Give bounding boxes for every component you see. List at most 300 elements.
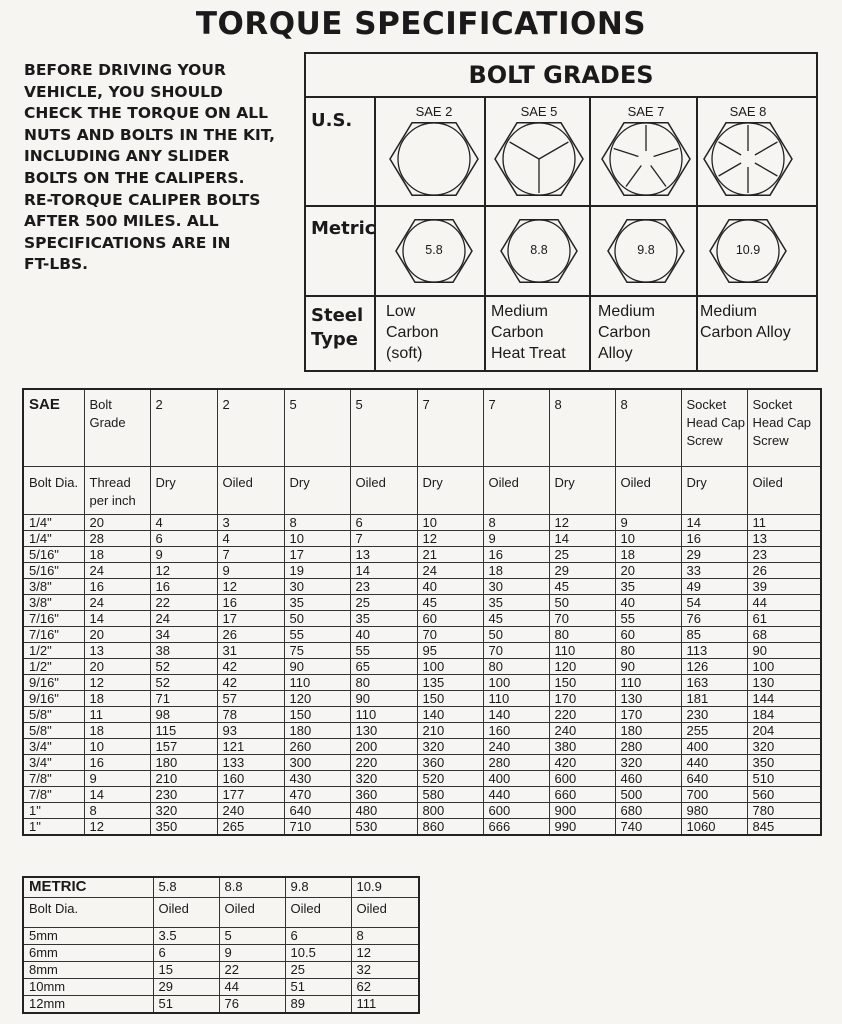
table-cell: 51 (153, 996, 219, 1014)
table-cell: 133 (217, 755, 284, 771)
table-row (23, 945, 419, 962)
header-cell: 5 (284, 389, 350, 467)
table-cell: 1" (23, 819, 84, 836)
steel-type-line: Medium (700, 303, 757, 320)
table-cell: 3/4" (23, 739, 84, 755)
table-row (23, 563, 821, 579)
header-cell: 10.9 (351, 877, 419, 898)
table-cell: 12 (150, 563, 217, 579)
steel-type-line: Carbon (491, 324, 544, 341)
table-cell: 320 (615, 755, 681, 771)
table-cell: 60 (615, 627, 681, 643)
table-cell: 57 (217, 691, 284, 707)
table-cell: 130 (350, 723, 417, 739)
table-cell: 20 (84, 627, 150, 643)
table-cell: 1/2" (23, 643, 84, 659)
table-cell: 25 (285, 962, 351, 979)
table-cell: 89 (285, 996, 351, 1014)
sae-grade-head (384, 104, 484, 212)
table-cell: 170 (549, 691, 615, 707)
table-cell: 5mm (23, 928, 153, 945)
table-cell: 8 (284, 515, 350, 531)
table-cell: 860 (417, 819, 483, 836)
table-cell: 430 (284, 771, 350, 787)
header-cell: Dry (681, 467, 747, 515)
table-cell: 60 (417, 611, 483, 627)
table-cell: 320 (417, 739, 483, 755)
table-cell: 180 (615, 723, 681, 739)
header-cell: 2 (150, 389, 217, 467)
table-cell: 115 (150, 723, 217, 739)
header-cell: Oiled (219, 898, 285, 928)
table-cell: 6 (285, 928, 351, 945)
table-cell: 780 (747, 803, 821, 819)
steel-type (700, 301, 791, 343)
table-cell: 180 (284, 723, 350, 739)
table-cell: 16 (217, 595, 284, 611)
table-cell: 29 (153, 979, 219, 996)
table-cell: 300 (284, 755, 350, 771)
intro-line: RE-TORQUE CALIPER BOLTS (24, 190, 261, 209)
table-cell: 8 (351, 928, 419, 945)
header-cell: Dry (284, 467, 350, 515)
table-cell: 11 (747, 515, 821, 531)
table-cell: 440 (483, 787, 549, 803)
table-cell: 470 (284, 787, 350, 803)
table-cell: 16 (483, 547, 549, 563)
table-cell: 35 (615, 579, 681, 595)
table-cell: 4 (150, 515, 217, 531)
table-cell: 25 (549, 547, 615, 563)
table-cell: 52 (150, 675, 217, 691)
table-cell: 120 (549, 659, 615, 675)
table-cell: 16 (84, 579, 150, 595)
bolt-grades-panel (304, 52, 818, 372)
table-cell: 360 (417, 755, 483, 771)
table-cell: 7/16" (23, 611, 84, 627)
table-row (23, 739, 821, 755)
table-cell: 980 (681, 803, 747, 819)
table-cell: 280 (483, 755, 549, 771)
table-cell: 177 (217, 787, 284, 803)
table-cell: 45 (483, 611, 549, 627)
table-row (23, 691, 821, 707)
header-cell: Thread per inch (84, 467, 150, 515)
table-cell: 3.5 (153, 928, 219, 945)
table-cell: 42 (217, 675, 284, 691)
table-cell: 1/4" (23, 515, 84, 531)
steel-type-line: Heat Treat (491, 345, 566, 362)
table-cell: 135 (417, 675, 483, 691)
table-cell: 400 (483, 771, 549, 787)
table-cell: 24 (84, 595, 150, 611)
table-cell: 13 (350, 547, 417, 563)
table-cell: 180 (150, 755, 217, 771)
table-cell: 160 (217, 771, 284, 787)
table-cell: 990 (549, 819, 615, 836)
table-cell: 9 (219, 945, 285, 962)
table-cell: 210 (417, 723, 483, 739)
hex-bolt-icon (596, 104, 696, 204)
table-cell: 17 (284, 547, 350, 563)
table-cell: 90 (350, 691, 417, 707)
table-cell: 40 (417, 579, 483, 595)
steel-type-line: Carbon Alloy (700, 324, 791, 341)
table-row (23, 675, 821, 691)
table-cell: 9/16" (23, 691, 84, 707)
table-cell: 68 (747, 627, 821, 643)
table-cell: 740 (615, 819, 681, 836)
header-cell: Oiled (483, 467, 549, 515)
table-cell: 38 (150, 643, 217, 659)
table-cell: 14 (84, 787, 150, 803)
table-cell: 70 (483, 643, 549, 659)
table-cell: 12 (217, 579, 284, 595)
table-cell: 44 (219, 979, 285, 996)
table-cell: 170 (615, 707, 681, 723)
table-cell: 5/16" (23, 563, 84, 579)
sae-header-grade-row (23, 389, 821, 467)
header-cell: Oiled (217, 467, 284, 515)
table-cell: 20 (84, 659, 150, 675)
table-cell: 3/8" (23, 595, 84, 611)
table-cell: 260 (284, 739, 350, 755)
table-cell: 17 (217, 611, 284, 627)
table-cell: 1060 (681, 819, 747, 836)
table-cell: 10 (417, 515, 483, 531)
intro-line: CHECK THE TORQUE ON ALL (24, 104, 268, 123)
header-cell: 5.8 (153, 877, 219, 898)
header-cell: 9.8 (285, 877, 351, 898)
table-cell: 265 (217, 819, 284, 836)
table-cell: 360 (350, 787, 417, 803)
table-cell: 580 (417, 787, 483, 803)
table-cell: 700 (681, 787, 747, 803)
header-cell: 8 (549, 389, 615, 467)
table-cell: 18 (84, 691, 150, 707)
table-row (23, 928, 419, 945)
table-cell: 75 (284, 643, 350, 659)
table-cell: 5 (219, 928, 285, 945)
table-row (23, 787, 821, 803)
table-cell: 100 (483, 675, 549, 691)
intro-line: INCLUDING ANY SLIDER (24, 147, 230, 166)
table-cell: 111 (351, 996, 419, 1014)
table-cell: 3/4" (23, 755, 84, 771)
table-cell: 130 (615, 691, 681, 707)
table-row (23, 771, 821, 787)
table-cell: 13 (747, 531, 821, 547)
table-cell: 22 (150, 595, 217, 611)
table-cell: 110 (615, 675, 681, 691)
table-cell: 18 (84, 723, 150, 739)
table-cell: 26 (217, 627, 284, 643)
table-cell: 12mm (23, 996, 153, 1014)
table-row (23, 627, 821, 643)
table-cell: 35 (350, 611, 417, 627)
table-cell: 9 (150, 547, 217, 563)
header-cell: Bolt Dia. (23, 467, 84, 515)
header-cell: 7 (417, 389, 483, 467)
table-cell: 34 (150, 627, 217, 643)
table-cell: 280 (615, 739, 681, 755)
header-cell: Oiled (747, 467, 821, 515)
table-cell: 230 (681, 707, 747, 723)
metric-label: Metric (311, 218, 376, 239)
table-cell: 510 (747, 771, 821, 787)
table-cell: 98 (150, 707, 217, 723)
table-cell: 600 (483, 803, 549, 819)
table-cell: 54 (681, 595, 747, 611)
table-cell: 35 (483, 595, 549, 611)
table-cell: 240 (549, 723, 615, 739)
table-cell: 90 (615, 659, 681, 675)
table-cell: 12 (84, 819, 150, 836)
table-cell: 26 (747, 563, 821, 579)
table-row (23, 755, 821, 771)
table-cell: 220 (549, 707, 615, 723)
table-cell: 7/8" (23, 787, 84, 803)
table-cell: 660 (549, 787, 615, 803)
table-cell: 600 (549, 771, 615, 787)
table-row (23, 962, 419, 979)
table-cell: 350 (747, 755, 821, 771)
table-cell: 9 (615, 515, 681, 531)
table-cell: 440 (681, 755, 747, 771)
us-label: U.S. (311, 110, 353, 131)
table-cell: 24 (84, 563, 150, 579)
table-cell: 78 (217, 707, 284, 723)
sae-grade-head (489, 104, 589, 212)
table-cell: 121 (217, 739, 284, 755)
intro-line: FT-LBS. (24, 255, 89, 274)
table-cell: 320 (350, 771, 417, 787)
table-cell: 163 (681, 675, 747, 691)
table-cell: 24 (150, 611, 217, 627)
table-cell: 14 (84, 611, 150, 627)
table-cell: 11 (84, 707, 150, 723)
table-cell: 126 (681, 659, 747, 675)
table-cell: 76 (681, 611, 747, 627)
table-cell: 10.5 (285, 945, 351, 962)
table-cell: 5/8" (23, 723, 84, 739)
table-row (23, 819, 821, 836)
table-cell: 530 (350, 819, 417, 836)
table-cell: 35 (284, 595, 350, 611)
table-cell: 55 (350, 643, 417, 659)
steel-type-line: Low (386, 303, 416, 320)
steel-type (598, 301, 655, 364)
table-cell: 21 (417, 547, 483, 563)
table-row (23, 723, 821, 739)
table-cell: 90 (747, 643, 821, 659)
table-cell: 62 (351, 979, 419, 996)
table-cell: 380 (549, 739, 615, 755)
steel-type-line: Alloy (598, 345, 633, 362)
table-cell: 80 (483, 659, 549, 675)
table-cell: 10 (284, 531, 350, 547)
header-cell: Dry (417, 467, 483, 515)
header-cell: Socket Head Cap Screw (747, 389, 821, 467)
table-cell: 70 (549, 611, 615, 627)
table-cell: 50 (483, 627, 549, 643)
table-cell: 520 (417, 771, 483, 787)
table-cell: 7 (350, 531, 417, 547)
table-cell: 29 (549, 563, 615, 579)
intro-line: AFTER 500 MILES. ALL (24, 212, 219, 231)
table-cell: 23 (350, 579, 417, 595)
steel-type-line: Carbon (386, 324, 439, 341)
table-cell: 6 (350, 515, 417, 531)
table-cell: 130 (747, 675, 821, 691)
table-row (23, 531, 821, 547)
table-cell: 29 (681, 547, 747, 563)
page-title: TORQUE SPECIFICATIONS (195, 6, 647, 42)
table-cell: 200 (350, 739, 417, 755)
table-row (23, 643, 821, 659)
table-row (23, 595, 821, 611)
table-cell: 23 (747, 547, 821, 563)
header-cell: Oiled (615, 467, 681, 515)
table-cell: 52 (150, 659, 217, 675)
table-cell: 18 (84, 547, 150, 563)
table-cell: 20 (615, 563, 681, 579)
table-cell: 12 (351, 945, 419, 962)
table-cell: 14 (350, 563, 417, 579)
table-cell: 640 (681, 771, 747, 787)
table-cell: 110 (284, 675, 350, 691)
table-cell: 45 (417, 595, 483, 611)
intro-line: BEFORE DRIVING YOUR (24, 61, 226, 79)
sae-grade-label: SAE 7 (627, 104, 665, 119)
table-cell: 18 (615, 547, 681, 563)
table-cell: 460 (615, 771, 681, 787)
table-cell: 157 (150, 739, 217, 755)
table-cell: 210 (150, 771, 217, 787)
table-cell: 230 (150, 787, 217, 803)
table-cell: 22 (219, 962, 285, 979)
sae-grade-head (698, 104, 798, 212)
table-cell: 120 (284, 691, 350, 707)
sae-grade-head (596, 104, 696, 212)
intro-text (24, 60, 294, 276)
table-cell: 49 (681, 579, 747, 595)
table-cell: 8 (84, 803, 150, 819)
steel-type-line: Medium (598, 303, 655, 320)
table-cell: 184 (747, 707, 821, 723)
table-cell: 8mm (23, 962, 153, 979)
intro-line: VEHICLE, YOU SHOULD (24, 82, 223, 101)
header-cell: Bolt Grade (84, 389, 150, 467)
table-cell: 25 (350, 595, 417, 611)
table-cell: 93 (217, 723, 284, 739)
table-cell: 666 (483, 819, 549, 836)
sae-header-condition-row (23, 467, 821, 515)
header-cell: 7 (483, 389, 549, 467)
hex-bolt-icon (489, 104, 589, 204)
metric-grade-label: 8.8 (530, 243, 548, 257)
table-cell: 845 (747, 819, 821, 836)
table-cell: 150 (417, 691, 483, 707)
table-cell: 9 (217, 563, 284, 579)
table-cell: 16 (84, 755, 150, 771)
table-cell: 55 (615, 611, 681, 627)
header-cell: Dry (549, 467, 615, 515)
table-cell: 560 (747, 787, 821, 803)
header-cell: 8 (615, 389, 681, 467)
table-cell: 10mm (23, 979, 153, 996)
table-cell: 5/16" (23, 547, 84, 563)
table-cell: 900 (549, 803, 615, 819)
metric-grade-label: 5.8 (425, 243, 443, 257)
steel-type (491, 301, 566, 364)
table-cell: 40 (615, 595, 681, 611)
header-cell: Oiled (351, 898, 419, 928)
table-cell: 20 (84, 515, 150, 531)
steel-type (386, 301, 438, 364)
table-cell: 12 (84, 675, 150, 691)
table-cell: 16 (681, 531, 747, 547)
table-cell: 204 (747, 723, 821, 739)
table-cell: 9/16" (23, 675, 84, 691)
table-cell: 24 (417, 563, 483, 579)
table-cell: 42 (217, 659, 284, 675)
table-cell: 6 (150, 531, 217, 547)
table-cell: 12 (417, 531, 483, 547)
table-cell: 40 (350, 627, 417, 643)
table-cell: 7/8" (23, 771, 84, 787)
steel-type-line: Carbon (598, 324, 651, 341)
table-row (23, 803, 821, 819)
intro-line: SPECIFICATIONS ARE IN (24, 233, 231, 252)
table-cell: 50 (549, 595, 615, 611)
sae-grade-label: SAE 8 (729, 104, 767, 119)
header-cell: Oiled (350, 467, 417, 515)
table-cell: 71 (150, 691, 217, 707)
table-cell: 350 (150, 819, 217, 836)
intro-line: NUTS AND BOLTS IN THE KIT, (24, 125, 276, 144)
table-cell: 100 (747, 659, 821, 675)
table-cell: 45 (549, 579, 615, 595)
table-cell: 480 (350, 803, 417, 819)
intro-line: BOLTS ON THE CALIPERS. (24, 168, 245, 187)
table-cell: 6mm (23, 945, 153, 962)
table-row (23, 707, 821, 723)
table-row (23, 547, 821, 563)
table-cell: 420 (549, 755, 615, 771)
metric-torque-table (22, 876, 420, 1014)
table-cell: 10 (615, 531, 681, 547)
header-cell: Socket Head Cap Screw (681, 389, 747, 467)
table-cell: 12 (549, 515, 615, 531)
table-cell: 144 (747, 691, 821, 707)
table-cell: 80 (549, 627, 615, 643)
table-cell: 110 (350, 707, 417, 723)
table-cell: 8 (483, 515, 549, 531)
table-cell: 240 (217, 803, 284, 819)
table-cell: 3 (217, 515, 284, 531)
table-cell: 240 (483, 739, 549, 755)
table-cell: 680 (615, 803, 681, 819)
table-cell: 13 (84, 643, 150, 659)
table-cell: 90 (284, 659, 350, 675)
table-cell: 3/8" (23, 579, 84, 595)
table-cell: 800 (417, 803, 483, 819)
table-cell: 39 (747, 579, 821, 595)
table-cell: 160 (483, 723, 549, 739)
header-cell: SAE (23, 389, 84, 467)
header-cell: Oiled (285, 898, 351, 928)
